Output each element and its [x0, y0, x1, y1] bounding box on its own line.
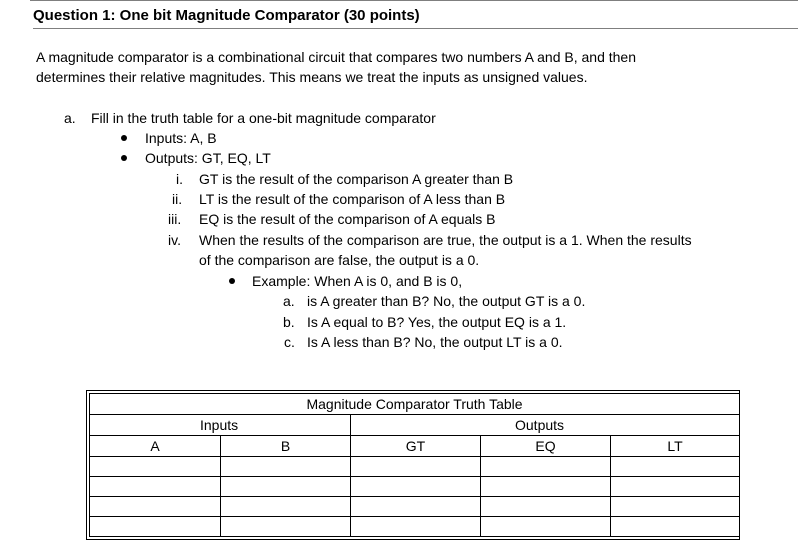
column-header-eq: EQ	[481, 436, 611, 457]
bullet-dot	[229, 278, 235, 284]
outputs-group-header: Outputs	[351, 415, 740, 436]
roman-marker-iv: iv.	[168, 232, 181, 248]
example-marker-b: b.	[283, 314, 295, 330]
example-item-b: Is A equal to B? Yes, the output EQ is a 1.	[307, 314, 567, 330]
cell-eq[interactable]	[481, 477, 611, 497]
intro-line-2: determines their relative magnitudes. This means we treat the inputs as unsigned values.	[36, 69, 588, 85]
roman-item-iv-continued: of the comparison are false, the output is a 0.	[199, 252, 480, 268]
example-item-c: Is A less than B? No, the output LT is a 0.	[307, 334, 563, 350]
example-text: Example: When A is 0, and B is 0,	[252, 273, 463, 289]
question-title: Question 1: One bit Magnitude Comparator (30 points)	[33, 6, 798, 29]
cell-b[interactable]	[221, 477, 351, 497]
top-rule	[30, 0, 798, 1]
truth-table	[89, 393, 740, 537]
roman-marker-i: i.	[176, 171, 183, 187]
example-marker-c: c.	[284, 334, 295, 350]
bullet-dot	[121, 135, 127, 141]
roman-marker-iii: iii.	[168, 211, 182, 227]
roman-item-iii: EQ is the result of the comparison of A equals B	[199, 211, 496, 227]
roman-item-i: GT is the result of the comparison A greater than B	[199, 171, 514, 187]
cell-lt[interactable]	[611, 497, 740, 517]
cell-gt[interactable]	[351, 477, 481, 497]
bullet-outputs: Outputs: GT, EQ, LT	[145, 150, 271, 166]
inputs-group-header: Inputs	[90, 415, 351, 436]
column-header-lt: LT	[611, 436, 740, 457]
truth-table-title: Magnitude Comparator Truth Table	[90, 394, 740, 415]
cell-eq[interactable]	[481, 517, 611, 537]
part-a-text: Fill in the truth table for a one-bit magnitude comparator	[91, 110, 436, 126]
cell-lt[interactable]	[611, 457, 740, 477]
cell-a[interactable]	[90, 497, 221, 517]
cell-eq[interactable]	[481, 457, 611, 477]
table-row	[90, 457, 740, 477]
roman-item-iv: When the results of the comparison are true, the output is a 1. When the results	[199, 232, 692, 248]
cell-gt[interactable]	[351, 517, 481, 537]
column-header-b: B	[221, 436, 351, 457]
bullet-inputs: Inputs: A, B	[145, 130, 217, 146]
column-header-a: A	[90, 436, 221, 457]
cell-a[interactable]	[90, 517, 221, 537]
bullet-dot	[121, 155, 127, 161]
roman-marker-ii: ii.	[172, 191, 183, 207]
table-row	[90, 477, 740, 497]
part-a-marker: a.	[64, 110, 76, 126]
cell-b[interactable]	[221, 457, 351, 477]
column-header-gt: GT	[351, 436, 481, 457]
intro-line-1: A magnitude comparator is a combinational circuit that compares two numbers A and B, and then	[36, 49, 636, 65]
cell-a[interactable]	[90, 457, 221, 477]
cell-b[interactable]	[221, 497, 351, 517]
cell-b[interactable]	[221, 517, 351, 537]
cell-gt[interactable]	[351, 457, 481, 477]
table-row	[90, 497, 740, 517]
table-row	[90, 517, 740, 537]
example-item-a: is A greater than B? No, the output GT is a 0.	[307, 293, 586, 309]
cell-lt[interactable]	[611, 477, 740, 497]
cell-gt[interactable]	[351, 497, 481, 517]
example-marker-a: a.	[283, 293, 295, 309]
cell-eq[interactable]	[481, 497, 611, 517]
cell-a[interactable]	[90, 477, 221, 497]
intro-paragraph	[36, 47, 776, 87]
roman-item-ii: LT is the result of the comparison of A less than B	[199, 191, 506, 207]
cell-lt[interactable]	[611, 517, 740, 537]
